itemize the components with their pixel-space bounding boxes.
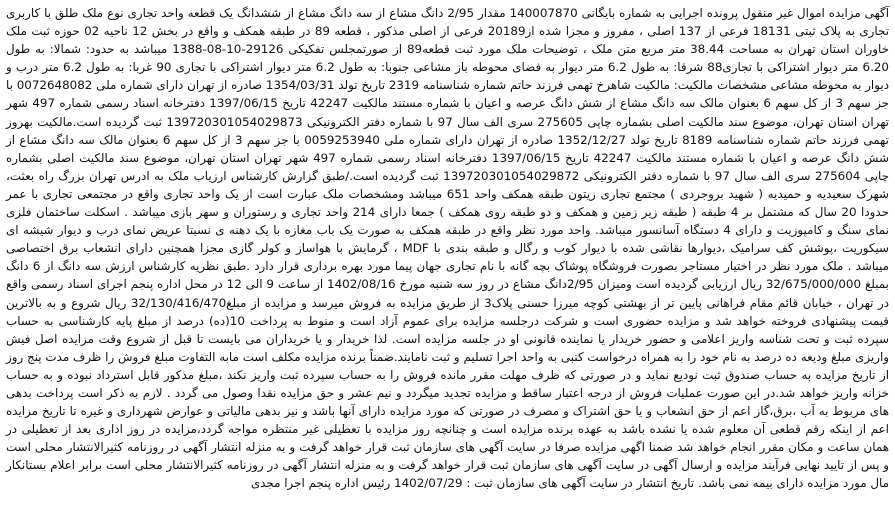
auction-notice-text: آگهی مزایده اموال غیر منقول پرونده اجرایی به شماره بایگانی 140007870 مقدار 2/95 دانگ مشاع از سه دانگ مشاع از ششدانگ یک قطعه واحد تجاری نوع ملک طلق با کاربری تجاری به پلاک ثبتی 18131 فرعی از 137 اصلی ، مفروز و مجزا شده از20189 فرعی از اصلی مذکور ، قطعه 89 در طبقه همکف و واقع در بخش 12 ناحیه 02 حوزه ثبت ملک خاوران استان تهران به مساحت 38.44 متر مربع متن ملک ، توضیحات ملک مورد ثبت قطعه89 از صورتمجلس تفکیکی 29126-10-08-1388 میباشد به حدود: شمالا: به طول 6.20 متر دیوار اشتراکی با تجاری88 شرقا: به طول 6.2 متر دیوار به فضای محوطه باز مشاعی جنوبا: به طول 6.2 متر دیوار اشتراکی با تجاری 90 غربا: به طول 6.2 متر درب و دیوار به محوطه مشاعی مشخصات مالکیت: مالکیت شاهرخ تهمی فرزند حاتم شماره شناسنامه 2319 تاریخ تولد 1354/03/31 صادره از تهران دارای شماره ملی 0072648082 با جز سهم 3 از کل سهم 6 بعنوان مالک سه دانگ مشاع از شش دانگ عرصه و اعیان با شماره مستند مالکیت 42247 تاریخ 1397/06/15 دفترخانه اسناد رسمی شماره 497 شهر تهران استان تهران، موضوع سند مالکیت اصلی بشماره چاپی 275605 سری الف سال 97 با شماره دفتر الکترونیکی 139720301054029873 ثبت گردیده است.مالکیت بهروز تهمی فرزند حاتم شماره شناسنامه 8189 تاریخ تولد 1352/12/27 صادره از تهران دارای شماره ملی 0059253940 با جز سهم 3 از کل سهم 6 بعنوان مالک سه دانگ مشاع از شش دانگ عرصه و اعیان با شماره مستند مالکیت 42247 تاریخ 1397/06/15 دفترخانه اسناد رسمی شماره 497 شهر تهران استان تهران، موضوع سند مالکیت اصلی بشماره چاپی 275604 سری الف سال 97 با شماره دفتر الکترونیکی 139720301054029872 ثبت گردیده است./طبق گزارش کارشناس ارزیاب ملک به ادرس تهران بزرگ راه بعثت، شهرک سعیدیه و حمیدیه ( شهید بروجردی ) مجتمع تجاری زیتون طبقه همکف واحد 651 میباشد ومشخصات ملک عبارت است از یک واحد تجاری واقع در مجتمعی تجاری با عمر حدودا 20 سال که مشتمل بر 4 طبقه ( طبقه زیر زمین و همکف و دو طبقه روی همکف ) جمعا دارای 214 واحد تجاری و رستوران و سهر بازی میباشد . اسکلت ساختمان فلزی نمای سنگ و کامپوزیت و دارای 4 دستگاه آسانسور میباشد. واحد مورد نظر واقع در طبقه همکف به صورت یک باب مغازه با یک دهنه ی نسبتا عریض نمای درب و دیوار شیشه ای سیکوریت ،پوشش کف سرامیک ،دیوارها نقاشی شده با دیوار کوب و رگال و طبقه بندی با MDF ، گرمایش با هواساز و کولر گازی مجزا همچنین دارای انشعاب برق اختصاصی میباشد . ملک مورد نظر در اختیار مستاجر بصورت فروشگاه پوشاک بچه گانه با نام تجاری جهان پیما مورد بهره برداری قرار دارد .طبق نظریه کارشناس ارزش سه دانگ از 6 دانگ بمبلغ 32/675/000/000 ریال ارزیابی گردیده است ومیزان 2/95دانگ مشاع در روز سه شنبه مورخ 1402/08/16 از ساعت 9 الی 12 در محل اداره پنجم اجرای اسناد رسمی واقع در تهران ، خیابان قائم مقام فراهانی پایین تر از بهشتی کوچه میرزا حسنی پلاک3 از طریق مزایده به فروش میرسد و مزایده از مبلغ32/130/416/470 ریال شروع و به بالاترین قیمت پیشنهادی فروخته خواهد شد و مزایده حضوری است و شرکت درجلسه مزایده برای عموم آزاد است و منوط به پرداخت 10(ده) درصد از مبلغ پایه کارشناسی به حساب سپرده ثبت و تحت شناسه واریز اعلامی و حضور خریدار یا نماینده قانونی او در جلسه مزایده است. لذا خریدار و یا خریداران می بایست تا قبل از شروع وقت مزایده اصل فیش واریزی مبلغ ودیعه ده درصد به نام خود را به همراه درخواست کتبی به واحد اجرا تسلیم و ثبت نامایند.ضمناً برنده مزایده مکلف است مابه التفاوت مبلغ فروش را ظرف مدت پنج روز از تاریخ مزایده به حساب صندوق ثبت نودیع نماید و در صورتی که ظرف مهلت مقرر مانده فروش را به حساب سپرده ثبت واریز نکند ،مبلغ مذکور قابل استرداد نبوده و به حساب خزانه واریز خواهد شد.در این صورت عملیات فروش از درجه اعتبار ساقط و مزایده تجدید میگردد و نیم عشر و حق مزایده نقدا وصول می گردد . لازم به ذکر است پرداخت بدهی های مربوط به آب ،برق،گاز اعم از حق انشعاب و یا حق اشتراک و مصرف در صورتی که مورد مزایده دارای آنها باشد و نیز بدهی مالیاتی و عوارض شهرداری و غیره تا تاریخ مزایده اعم از اینکه رقم قطعی آن معلوم شده یا نشده باشد به عهده برنده مزایده است و چنانچه روز مزایده با تعطیلی غیر منتظره مواجه گردد،مزایده در روز اداری بعد از تعطیلی در همان ساعت و مکان مقرر انجام خواهد شد ضمنا اگهی مزایده صرفا در سایت آگهی های سازمان ثبت قرار خواهد گرفت و به منزله انتشار آگهی در روزنامه کثیرالانتشار محلی است و پس از تایید نهایی فرآیند مزایده و ارسال آگهی در سایت آگهی های سازمان ثبت قرار خواهد گرفت و به منزله انتشار آگهی در روزنامه کثیرالانتشار محلی است برابر اعلام بستانکار مال مورد مزایده دارای بیمه نمی باشد. تاریخ انتشار در سایت آگهی های سازمان ثبت : 1402/07/29 رئیس اداره پنجم اجرا مجدی	[6, 6, 890, 491]
